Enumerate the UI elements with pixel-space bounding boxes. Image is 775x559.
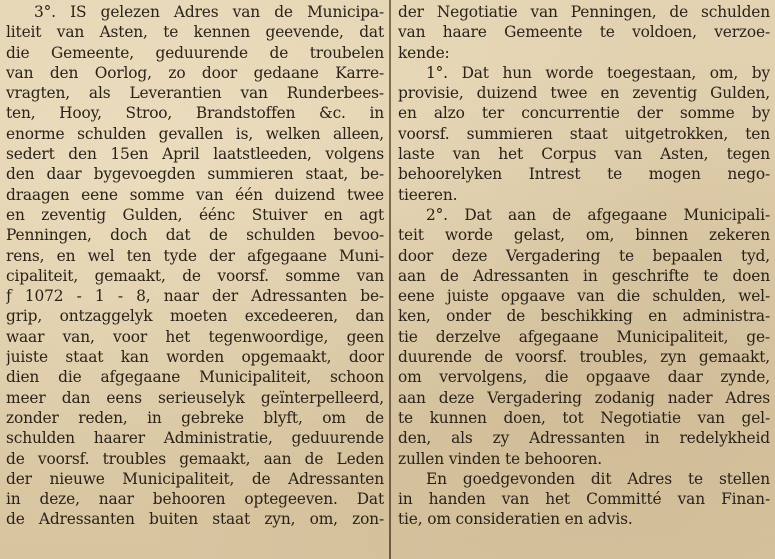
- text-line: behoorelyken Intrest te mogen nego-: [398, 165, 770, 184]
- text-line: om vervolgens, die opgaave daar zynde,: [398, 368, 770, 387]
- text-line: Penningen, doch dat de schulden bevoo-: [6, 226, 384, 245]
- text-line: den daar bygevoegden summieren staat, be-: [6, 165, 384, 184]
- text-line: ken, onder de beschikking en administra-: [398, 307, 770, 326]
- text-line: teit worde gelast, om, binnen zekeren: [398, 226, 770, 245]
- text-line: den, als zy Adressanten in redelykheid: [398, 429, 770, 448]
- text-line: liteit van Asten, te kennen geevende, dat: [6, 23, 384, 42]
- text-line: de Adressanten buiten staat zyn, om, zon-: [6, 510, 384, 529]
- right-text-column: [398, 2, 770, 530]
- text-line: eene juiste opgaave van die schulden, wel-: [398, 287, 770, 306]
- text-line: laste van het Corpus van Asten, tegen: [398, 145, 770, 164]
- text-line: waar van, voor het tegenwoordige, geen: [6, 327, 384, 346]
- text-line: 2°. Dat aan de afgegaane Municipali-: [426, 205, 770, 224]
- text-line: ten, Hooy, Stroo, Brandstoffen &c. in: [6, 104, 384, 123]
- text-line: provisie, duizend twee en zeventig Gulden,: [398, 84, 770, 103]
- text-line: van haare Gemeente te voldoen, verzoe-: [398, 23, 770, 42]
- text-line: 3°. IS gelezen Adres van de Municipa-: [34, 3, 384, 21]
- text-line: te kunnen doen, tot Negotiatie van gel-: [398, 408, 770, 427]
- text-line: draagen eene somme van één duizend twee: [6, 185, 384, 204]
- text-line: cipaliteit, gemaakt, de voorsf. somme van: [6, 266, 384, 285]
- text-line: door deze Vergadering te bepaalen tyd,: [398, 246, 770, 265]
- text-line: voorsf. summieren staat uitgetrokken, ten: [398, 124, 770, 143]
- text-line: en alzo ter concurrentie der somme by: [398, 104, 770, 123]
- text-line: zullen vinden te behooren.: [398, 449, 603, 468]
- text-line: ƒ 1072 - 1 - 8, naar der Adressanten be-: [6, 287, 384, 306]
- text-line: rens, en wel ten tyde der afgegaane Muni-: [6, 246, 384, 265]
- text-line: tieeren.: [398, 185, 458, 204]
- text-line: 1°. Dat hun worde toegestaan, om, by: [426, 63, 770, 82]
- text-line: der Negotiatie van Penningen, de schulden: [398, 3, 770, 21]
- text-line: kende:: [398, 43, 450, 62]
- column-divider: [389, 0, 391, 559]
- text-line: de voorsf. troubles gemaakt, aan de Leden: [6, 449, 384, 468]
- text-line: tie, om consideratien en advis.: [398, 510, 633, 529]
- text-line: die Gemeente, geduurende de troubelen: [6, 43, 384, 62]
- text-line: juiste staat kan worden opgemaakt, door: [6, 348, 384, 367]
- text-line: in handen van het Committé van Finan-: [398, 490, 770, 509]
- text-line: zonder reden, in gebreke blyft, om de: [6, 408, 384, 427]
- text-line: duurende de voorsf. troubles, zyn gemaakt,: [398, 348, 770, 367]
- left-text-column: [6, 2, 384, 530]
- text-line: grip, ontzaggelyk moeten excedeeren, dan: [6, 307, 384, 326]
- text-line: schulden haarer Administratie, geduurende: [6, 429, 384, 448]
- text-line: tie derzelve afgegaane Municipaliteit, ge-: [398, 327, 770, 346]
- text-line: van den Oorlog, zo door gedaane Karre-: [6, 63, 384, 82]
- text-line: en zeventig Gulden, éénc Stuiver en agt: [6, 205, 384, 224]
- text-line: in deze, naar behooren optegeeven. Dat: [6, 490, 384, 509]
- text-line: aan deze Vergadering zodanig nader Adres: [398, 388, 770, 407]
- text-line: enorme schulden gevallen is, welken alleen,: [6, 124, 384, 143]
- text-line: vragten, als Leverantien van Runderbees-: [6, 84, 384, 103]
- text-line: der nieuwe Municipaliteit, de Adressanten: [6, 469, 384, 488]
- text-line: aan de Adressanten in geschrifte te doen: [398, 266, 770, 285]
- text-line: meer dan eens serieuselyk geïnterpelleerd,: [6, 388, 384, 407]
- text-line: En goedgevonden dit Adres te stellen: [426, 469, 770, 488]
- text-line: dien die afgegaane Municipaliteit, schoon: [6, 368, 384, 387]
- text-line: sedert den 15en April laatstleeden, volgens: [6, 145, 384, 164]
